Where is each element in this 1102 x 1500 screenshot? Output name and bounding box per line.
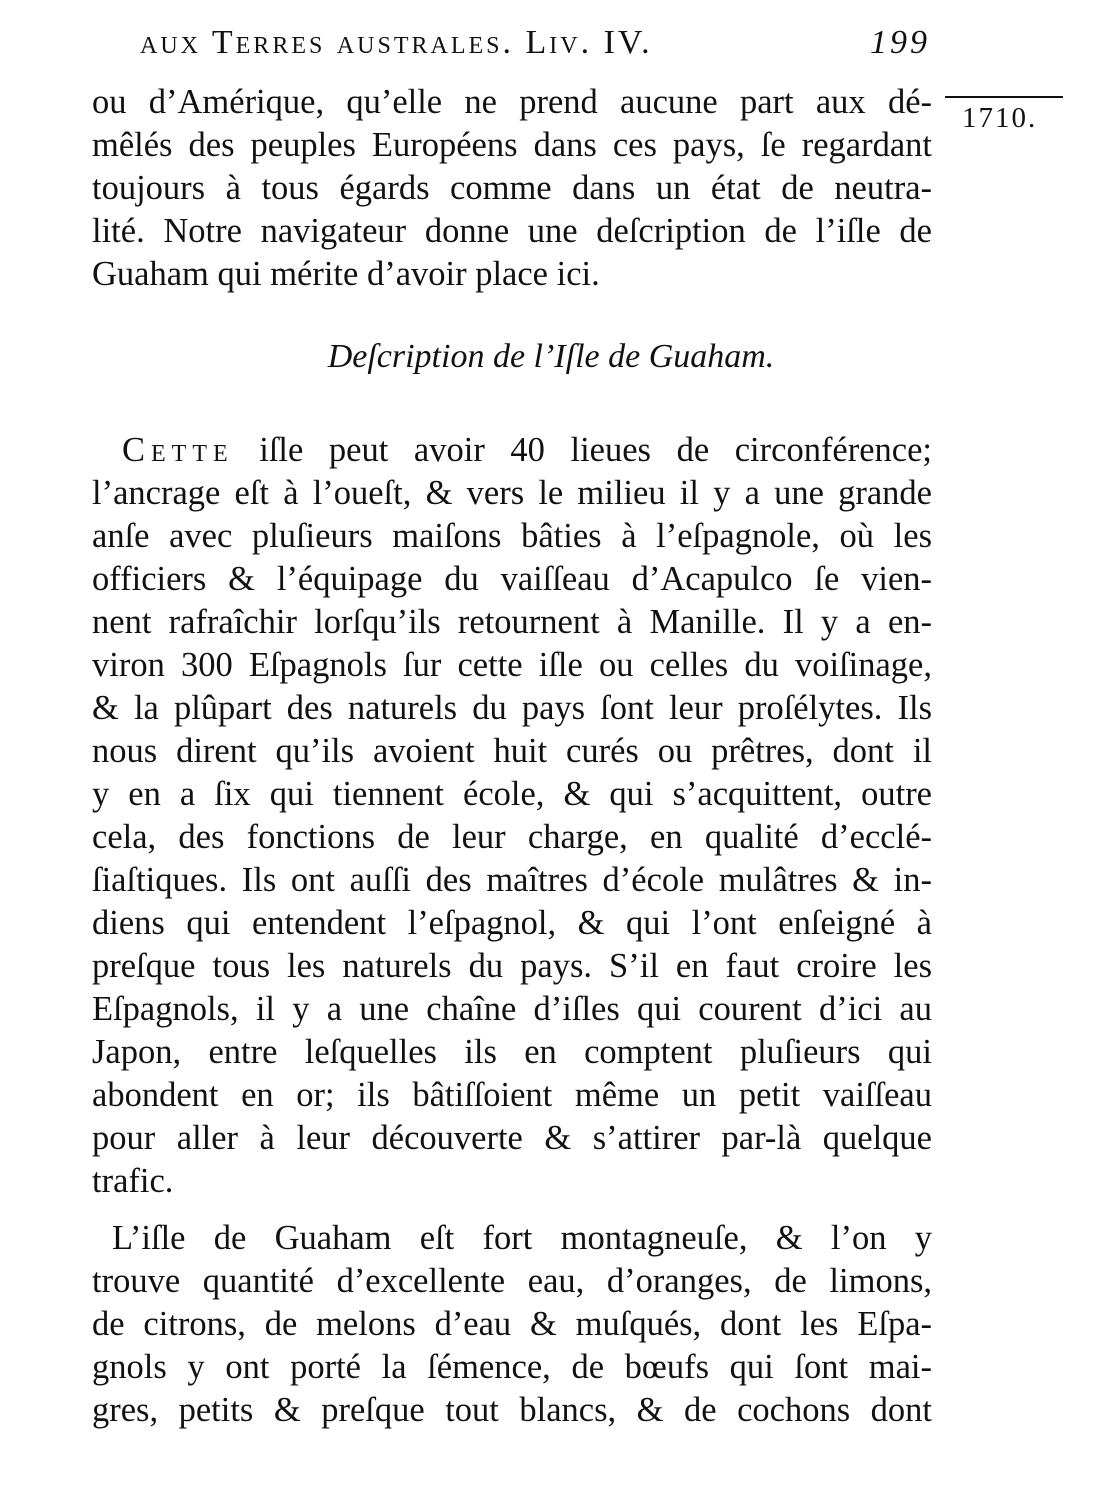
section-title: Deſcription de l’Iſle de Guaham. xyxy=(327,338,775,375)
paragraph1-line: abondent en or; ils bâtiſſoient même un petit vaiſſeau xyxy=(92,1076,932,1114)
paragraph1-line: cela, des fonctions de leur charge, en qualité d’ecclé- xyxy=(92,818,932,856)
intro-line: ou d’Amérique, qu’elle ne prend aucune part aux dé- xyxy=(92,83,932,121)
paragraph1-line: viron 300 Eſpagnols ſur cette iſle ou celles du voiſinage, xyxy=(92,646,932,684)
paragraph1-line: nous dirent qu’ils avoient huit curés ou prêtres, dont il xyxy=(92,732,932,770)
paragraph1-line: Eſpagnols, il y a une chaîne d’iſles qui courent d’ici au xyxy=(92,990,932,1028)
paragraph1-line: trafic. xyxy=(92,1162,174,1200)
paragraph2-line: L’iſle de Guaham eſt fort montagneuſe, & l’on y xyxy=(112,1219,932,1257)
running-title: aux Terres australes. Liv. IV. xyxy=(140,24,653,61)
paragraph2-line: de citrons, de melons d’eau & muſqués, dont les Eſpa- xyxy=(92,1305,932,1343)
paragraph1-line: l’ancrage eſt à l’oueſt, & vers le milieu il y a une grande xyxy=(92,474,932,512)
margin-year-note: 1710. xyxy=(962,102,1038,134)
paragraph1-lead: Cette xyxy=(122,431,234,469)
intro-line: toujours à tous égards comme dans un état de neutra- xyxy=(92,169,932,207)
paragraph1-line: y en a ſix qui tiennent école, & qui s’acquittent, outre xyxy=(92,775,932,813)
margin-rule xyxy=(945,96,1063,98)
page-number: 199 xyxy=(870,24,930,61)
paragraph2-line: trouve quantité d’excellente eau, d’oranges, de limons, xyxy=(92,1262,932,1300)
paragraph1-line: Japon, entre leſquelles ils en comptent pluſieurs qui xyxy=(92,1033,932,1071)
paragraph1-line: nent rafraîchir lorſqu’ils retournent à Manille. Il y a en- xyxy=(92,603,932,641)
intro-line: Guaham qui mérite d’avoir place ici. xyxy=(92,255,600,293)
paragraph1-line: & la plûpart des naturels du pays ſont leur proſélytes. Ils xyxy=(92,689,932,727)
paragraph1-line: ſiaſtiques. Ils ont auſſi des maîtres d’école mulâtres & in- xyxy=(92,861,932,899)
paragraph1-first-line xyxy=(122,428,932,472)
paragraph1-line: preſque tous les naturels du pays. S’il en faut croire les xyxy=(92,947,932,985)
paragraph1-first-rest: iſle peut avoir 40 lieues de circonférence; xyxy=(259,431,933,469)
paragraph2-line: gnols y ont porté la ſémence, de bœufs qui ſont mai- xyxy=(92,1348,932,1386)
paragraph2-line: gres, petits & preſque tout blancs, & de cochons dont xyxy=(92,1391,932,1429)
paragraph1-line: diens qui entendent l’eſpagnol, & qui l’ont enſeigné à xyxy=(92,904,932,942)
paragraph1-line: pour aller à leur découverte & s’attirer par-là quelque xyxy=(92,1119,932,1157)
paragraph1-line: officiers & l’équipage du vaiſſeau d’Acapulco ſe vien- xyxy=(92,560,932,598)
paragraph1-line: anſe avec pluſieurs maiſons bâties à l’eſpagnole, où les xyxy=(92,517,932,555)
intro-line: lité. Notre navigateur donne une deſcription de l’iſle de xyxy=(92,212,932,250)
intro-line: mêlés des peuples Européens dans ces pays, ſe regardant xyxy=(92,126,932,164)
running-head xyxy=(140,24,940,62)
